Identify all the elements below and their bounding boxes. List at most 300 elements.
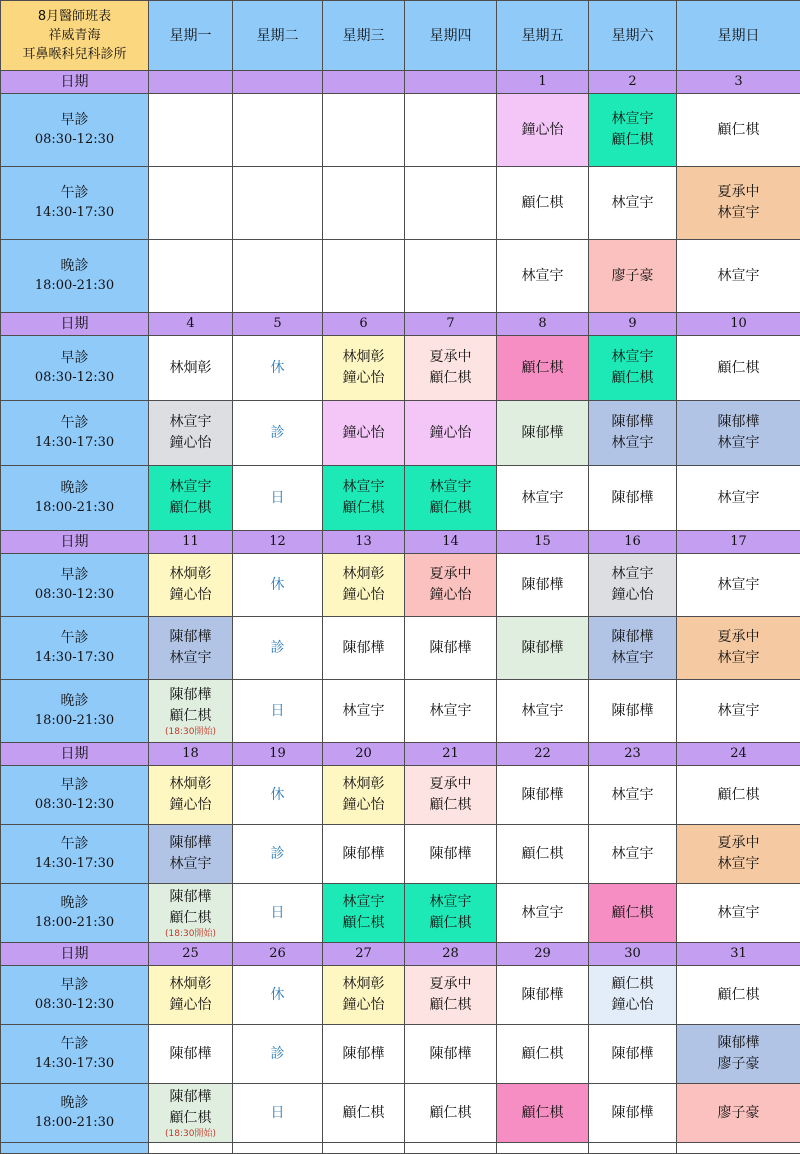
doctor-name: 顧仁棋 bbox=[677, 785, 800, 806]
doctor-cell bbox=[149, 466, 233, 531]
shift-name: 午診 bbox=[1, 1034, 148, 1054]
clinic-closed-mark: 診 bbox=[233, 1025, 323, 1084]
shift-label-morning bbox=[1, 766, 149, 825]
doctor-name: 鐘心怡 bbox=[149, 795, 232, 816]
doctor-name: 顧仁棋 bbox=[405, 913, 496, 934]
shift-row-morning bbox=[1, 966, 800, 1025]
shift-label-morning bbox=[1, 336, 149, 401]
doctor-name: 鐘心怡 bbox=[323, 995, 404, 1016]
shift-name: 早診 bbox=[1, 775, 148, 795]
shift-row-afternoon bbox=[1, 167, 800, 240]
doctor-cell bbox=[589, 1084, 677, 1143]
clinic-closed-mark: 診 bbox=[233, 617, 323, 680]
doctor-name: 顧仁棋 bbox=[323, 1103, 404, 1124]
doctor-name: 林炯彰 bbox=[149, 774, 232, 795]
date-friday: 8 bbox=[497, 313, 589, 336]
start-time-note: (18:30開始) bbox=[149, 929, 232, 940]
doctor-cell bbox=[589, 167, 677, 240]
doctor-name: 顧仁棋 bbox=[589, 903, 676, 924]
weekday-saturday: 星期六 bbox=[589, 1, 677, 71]
doctor-cell bbox=[497, 825, 589, 884]
shift-time: 18:00-21:30 bbox=[1, 913, 148, 933]
date-saturday: 2 bbox=[589, 71, 677, 94]
doctor-name: 林宣宇 bbox=[677, 433, 800, 454]
shift-row-morning bbox=[1, 336, 800, 401]
doctor-name: 夏承中 bbox=[677, 833, 800, 854]
doctor-cell bbox=[405, 825, 497, 884]
doctor-name: 顧仁棋 bbox=[589, 130, 676, 151]
doctor-cell bbox=[589, 240, 677, 313]
empty-cell bbox=[677, 1143, 800, 1154]
doctor-name: 顧仁棋 bbox=[149, 1108, 232, 1129]
date-label: 日期 bbox=[1, 943, 149, 966]
doctor-name: 顧仁棋 bbox=[497, 193, 588, 214]
weekday-sunday: 星期日 bbox=[677, 1, 800, 71]
date-wednesday: 20 bbox=[323, 743, 405, 766]
doctor-cell bbox=[405, 680, 497, 743]
doctor-cell bbox=[323, 401, 405, 466]
doctor-cell bbox=[323, 466, 405, 531]
doctor-name: 林宣宇 bbox=[589, 193, 676, 214]
doctor-cell bbox=[677, 966, 800, 1025]
shift-time: 18:00-21:30 bbox=[1, 498, 148, 518]
date-monday: 11 bbox=[149, 531, 233, 554]
shift-row-evening bbox=[1, 466, 800, 531]
schedule-title bbox=[1, 1, 149, 71]
empty-cell bbox=[323, 1143, 405, 1154]
shift-label-evening bbox=[1, 680, 149, 743]
doctor-name: 陳郁樺 bbox=[149, 1044, 232, 1065]
doctor-name: 陳郁樺 bbox=[149, 685, 232, 706]
doctor-name: 林宣宇 bbox=[677, 648, 800, 669]
date-monday bbox=[149, 71, 233, 94]
shift-row-afternoon bbox=[1, 617, 800, 680]
doctor-name: 林宣宇 bbox=[497, 266, 588, 287]
shift-time: 14:30-17:30 bbox=[1, 203, 148, 223]
doctor-name: 顧仁棋 bbox=[677, 985, 800, 1006]
clinic-closed-mark: 日 bbox=[233, 884, 323, 943]
doctor-name: 林宣宇 bbox=[497, 701, 588, 722]
clinic-closed-mark: 日 bbox=[233, 466, 323, 531]
doctor-cell bbox=[149, 554, 233, 617]
date-sunday: 31 bbox=[677, 943, 800, 966]
doctor-name: 夏承中 bbox=[405, 564, 496, 585]
date-row bbox=[1, 743, 800, 766]
doctor-name: 陳郁樺 bbox=[497, 638, 588, 659]
doctor-name: 顧仁棋 bbox=[405, 795, 496, 816]
doctor-name: 廖子豪 bbox=[589, 266, 676, 287]
doctor-name: 林炯彰 bbox=[323, 347, 404, 368]
doctor-cell bbox=[323, 825, 405, 884]
doctor-name: 顧仁棋 bbox=[149, 498, 232, 519]
shift-label-afternoon bbox=[1, 825, 149, 884]
schedule-body bbox=[1, 1, 800, 1154]
empty-cell bbox=[589, 1143, 677, 1154]
doctor-cell bbox=[497, 617, 589, 680]
weekday-monday: 星期一 bbox=[149, 1, 233, 71]
doctor-name: 林炯彰 bbox=[149, 974, 232, 995]
shift-time: 08:30-12:30 bbox=[1, 130, 148, 150]
date-monday: 4 bbox=[149, 313, 233, 336]
shift-name: 晚診 bbox=[1, 893, 148, 913]
shift-row-morning bbox=[1, 94, 800, 167]
shift-row-afternoon bbox=[1, 825, 800, 884]
doctor-name: 陳郁樺 bbox=[405, 1044, 496, 1065]
shift-time: 18:00-21:30 bbox=[1, 276, 148, 296]
next-row-edge bbox=[1, 1143, 800, 1154]
doctor-name: 林炯彰 bbox=[323, 774, 404, 795]
doctor-cell bbox=[405, 167, 497, 240]
doctor-name: 林宣宇 bbox=[677, 903, 800, 924]
doctor-cell bbox=[677, 336, 800, 401]
doctor-cell bbox=[405, 766, 497, 825]
doctor-name: 陳郁樺 bbox=[323, 844, 404, 865]
clinic-closed-mark: 日 bbox=[233, 680, 323, 743]
doctor-cell bbox=[323, 167, 405, 240]
shift-name: 晚診 bbox=[1, 691, 148, 711]
clinic-closed-mark: 日 bbox=[233, 1084, 323, 1143]
shift-row-afternoon bbox=[1, 401, 800, 466]
doctor-cell bbox=[149, 1084, 233, 1143]
weekday-thursday: 星期四 bbox=[405, 1, 497, 71]
doctor-name: 陳郁樺 bbox=[677, 1033, 800, 1054]
doctor-cell bbox=[323, 240, 405, 313]
doctor-cell bbox=[497, 766, 589, 825]
doctor-cell bbox=[405, 94, 497, 167]
clinic-closed-mark: 休 bbox=[233, 966, 323, 1025]
doctor-cell bbox=[233, 240, 323, 313]
shift-label-morning bbox=[1, 94, 149, 167]
doctor-cell bbox=[149, 240, 233, 313]
doctor-name: 夏承中 bbox=[405, 974, 496, 995]
doctor-cell bbox=[677, 401, 800, 466]
date-friday: 15 bbox=[497, 531, 589, 554]
clinic-closed-mark: 休 bbox=[233, 554, 323, 617]
doctor-cell bbox=[677, 884, 800, 943]
doctor-name: 陳郁樺 bbox=[497, 575, 588, 596]
doctor-cell bbox=[589, 401, 677, 466]
doctor-cell bbox=[233, 167, 323, 240]
doctor-name: 顧仁棋 bbox=[497, 358, 588, 379]
date-label: 日期 bbox=[1, 743, 149, 766]
doctor-cell bbox=[677, 167, 800, 240]
doctor-cell bbox=[323, 617, 405, 680]
start-time-note: (18:30開始) bbox=[149, 1129, 232, 1140]
date-wednesday bbox=[323, 71, 405, 94]
shift-row-evening bbox=[1, 240, 800, 313]
doctor-name: 林宣宇 bbox=[405, 892, 496, 913]
shift-name: 午診 bbox=[1, 183, 148, 203]
doctor-cell bbox=[589, 1025, 677, 1084]
empty-cell bbox=[1, 1143, 149, 1154]
doctor-cell bbox=[405, 884, 497, 943]
empty-cell bbox=[233, 1143, 323, 1154]
date-tuesday: 5 bbox=[233, 313, 323, 336]
clinic-closed-mark: 休 bbox=[233, 336, 323, 401]
shift-time: 08:30-12:30 bbox=[1, 368, 148, 388]
date-thursday bbox=[405, 71, 497, 94]
doctor-cell bbox=[149, 884, 233, 943]
shift-time: 14:30-17:30 bbox=[1, 1054, 148, 1074]
date-saturday: 23 bbox=[589, 743, 677, 766]
empty-cell bbox=[497, 1143, 589, 1154]
shift-name: 午診 bbox=[1, 628, 148, 648]
doctor-name: 林宣宇 bbox=[677, 266, 800, 287]
doctor-name: 顧仁棋 bbox=[405, 498, 496, 519]
empty-cell bbox=[149, 1143, 233, 1154]
doctor-cell bbox=[233, 94, 323, 167]
doctor-name: 林宣宇 bbox=[677, 488, 800, 509]
doctor-cell bbox=[677, 766, 800, 825]
doctor-name: 鐘心怡 bbox=[323, 795, 404, 816]
doctor-cell bbox=[405, 1025, 497, 1084]
doctor-cell bbox=[589, 884, 677, 943]
doctor-cell bbox=[497, 966, 589, 1025]
shift-label-morning bbox=[1, 554, 149, 617]
date-thursday: 21 bbox=[405, 743, 497, 766]
weekday-friday: 星期五 bbox=[497, 1, 589, 71]
doctor-name: 夏承中 bbox=[677, 627, 800, 648]
doctor-name: 鐘心怡 bbox=[149, 995, 232, 1016]
doctor-cell bbox=[323, 1084, 405, 1143]
shift-time: 18:00-21:30 bbox=[1, 711, 148, 731]
doctor-name: 林宣宇 bbox=[677, 701, 800, 722]
shift-label-afternoon bbox=[1, 1025, 149, 1084]
doctor-name: 林宣宇 bbox=[589, 844, 676, 865]
doctor-cell bbox=[497, 167, 589, 240]
shift-label-evening bbox=[1, 884, 149, 943]
doctor-name: 陳郁樺 bbox=[323, 638, 404, 659]
shift-name: 晚診 bbox=[1, 1093, 148, 1113]
date-wednesday: 27 bbox=[323, 943, 405, 966]
doctor-cell bbox=[323, 680, 405, 743]
shift-time: 14:30-17:30 bbox=[1, 648, 148, 668]
doctor-cell bbox=[323, 336, 405, 401]
date-monday: 18 bbox=[149, 743, 233, 766]
date-sunday: 10 bbox=[677, 313, 800, 336]
doctor-name: 顧仁棋 bbox=[323, 498, 404, 519]
doctor-cell bbox=[497, 680, 589, 743]
doctor-name: 林宣宇 bbox=[677, 203, 800, 224]
doctor-name: 顧仁棋 bbox=[405, 368, 496, 389]
doctor-name: 林宣宇 bbox=[323, 701, 404, 722]
doctor-cell bbox=[497, 240, 589, 313]
doctor-cell bbox=[323, 554, 405, 617]
date-friday: 29 bbox=[497, 943, 589, 966]
doctor-cell bbox=[149, 94, 233, 167]
date-thursday: 7 bbox=[405, 313, 497, 336]
doctor-cell bbox=[405, 240, 497, 313]
shift-name: 晚診 bbox=[1, 256, 148, 276]
doctor-name: 顧仁棋 bbox=[149, 706, 232, 727]
doctor-cell bbox=[149, 1025, 233, 1084]
doctor-cell bbox=[677, 1084, 800, 1143]
doctor-name: 陳郁樺 bbox=[589, 701, 676, 722]
doctor-cell bbox=[677, 1025, 800, 1084]
shift-time: 14:30-17:30 bbox=[1, 433, 148, 453]
doctor-name: 陳郁樺 bbox=[677, 412, 800, 433]
doctor-cell bbox=[589, 766, 677, 825]
shift-time: 08:30-12:30 bbox=[1, 585, 148, 605]
doctor-name: 鐘心怡 bbox=[589, 995, 676, 1016]
doctor-cell bbox=[677, 617, 800, 680]
doctor-name: 顧仁棋 bbox=[589, 368, 676, 389]
doctor-name: 陳郁樺 bbox=[589, 412, 676, 433]
date-saturday: 30 bbox=[589, 943, 677, 966]
doctor-name: 林宣宇 bbox=[497, 903, 588, 924]
doctor-cell bbox=[497, 94, 589, 167]
doctor-cell bbox=[149, 617, 233, 680]
doctor-name: 林宣宇 bbox=[589, 564, 676, 585]
doctor-name: 陳郁樺 bbox=[589, 627, 676, 648]
doctor-cell bbox=[589, 94, 677, 167]
title-line-month: 8月醫師班表 bbox=[1, 7, 148, 26]
doctor-name: 顧仁棋 bbox=[149, 908, 232, 929]
doctor-cell bbox=[497, 1084, 589, 1143]
shift-time: 18:00-21:30 bbox=[1, 1113, 148, 1133]
doctor-name: 林宣宇 bbox=[405, 477, 496, 498]
doctor-name: 鐘心怡 bbox=[497, 120, 588, 141]
date-wednesday: 6 bbox=[323, 313, 405, 336]
start-time-note: (18:30開始) bbox=[149, 727, 232, 738]
doctor-cell bbox=[589, 617, 677, 680]
shift-label-morning bbox=[1, 966, 149, 1025]
doctor-name: 林炯彰 bbox=[149, 358, 232, 379]
shift-label-afternoon bbox=[1, 617, 149, 680]
doctor-cell bbox=[323, 1025, 405, 1084]
doctor-cell bbox=[405, 966, 497, 1025]
doctor-name: 顧仁棋 bbox=[405, 1103, 496, 1124]
shift-row-morning bbox=[1, 766, 800, 825]
doctor-name: 林宣宇 bbox=[677, 854, 800, 875]
date-thursday: 28 bbox=[405, 943, 497, 966]
date-label: 日期 bbox=[1, 313, 149, 336]
doctor-name: 夏承中 bbox=[405, 774, 496, 795]
shift-time: 14:30-17:30 bbox=[1, 854, 148, 874]
doctor-name: 林宣宇 bbox=[497, 488, 588, 509]
doctor-cell bbox=[497, 401, 589, 466]
shift-label-afternoon bbox=[1, 401, 149, 466]
date-tuesday: 19 bbox=[233, 743, 323, 766]
date-sunday: 17 bbox=[677, 531, 800, 554]
doctor-name: 鐘心怡 bbox=[149, 433, 232, 454]
doctor-cell bbox=[405, 1084, 497, 1143]
doctor-name: 顧仁棋 bbox=[323, 913, 404, 934]
doctor-cell bbox=[497, 466, 589, 531]
doctor-cell bbox=[405, 466, 497, 531]
doctor-cell bbox=[405, 401, 497, 466]
doctor-cell bbox=[497, 1025, 589, 1084]
doctor-cell bbox=[323, 884, 405, 943]
shift-name: 早診 bbox=[1, 348, 148, 368]
doctor-name: 林宣宇 bbox=[589, 433, 676, 454]
shift-time: 08:30-12:30 bbox=[1, 795, 148, 815]
weekday-tuesday: 星期二 bbox=[233, 1, 323, 71]
doctor-name: 陳郁樺 bbox=[405, 844, 496, 865]
doctor-cell bbox=[677, 94, 800, 167]
date-tuesday: 26 bbox=[233, 943, 323, 966]
doctor-name: 林炯彰 bbox=[323, 564, 404, 585]
doctor-name: 林宣宇 bbox=[589, 648, 676, 669]
date-label: 日期 bbox=[1, 531, 149, 554]
doctor-name: 林宣宇 bbox=[405, 701, 496, 722]
date-saturday: 9 bbox=[589, 313, 677, 336]
doctor-cell bbox=[405, 336, 497, 401]
shift-name: 早診 bbox=[1, 975, 148, 995]
date-thursday: 14 bbox=[405, 531, 497, 554]
doctor-cell bbox=[323, 766, 405, 825]
doctor-cell bbox=[149, 825, 233, 884]
doctor-name: 林宣宇 bbox=[149, 412, 232, 433]
doctor-name: 林炯彰 bbox=[323, 974, 404, 995]
weekday-header-row bbox=[1, 1, 800, 71]
date-sunday: 24 bbox=[677, 743, 800, 766]
doctor-cell bbox=[677, 466, 800, 531]
doctor-name: 陳郁樺 bbox=[149, 833, 232, 854]
shift-row-evening bbox=[1, 1084, 800, 1143]
doctor-cell bbox=[405, 617, 497, 680]
shift-name: 午診 bbox=[1, 413, 148, 433]
doctor-cell bbox=[589, 966, 677, 1025]
doctor-cell bbox=[149, 966, 233, 1025]
doctor-name: 陳郁樺 bbox=[405, 638, 496, 659]
date-row bbox=[1, 313, 800, 336]
doctor-name: 林宣宇 bbox=[149, 477, 232, 498]
doctor-cell bbox=[677, 680, 800, 743]
doctor-name: 陳郁樺 bbox=[149, 887, 232, 908]
date-row bbox=[1, 531, 800, 554]
doctor-cell bbox=[149, 766, 233, 825]
doctor-cell bbox=[323, 94, 405, 167]
title-line-clinic: 耳鼻喉科兒科診所 bbox=[1, 45, 148, 64]
doctor-cell bbox=[497, 336, 589, 401]
doctor-name: 陳郁樺 bbox=[497, 423, 588, 444]
shift-label-evening bbox=[1, 240, 149, 313]
doctor-name: 顧仁棋 bbox=[497, 1044, 588, 1065]
doctor-name: 林宣宇 bbox=[149, 854, 232, 875]
doctor-name: 顧仁棋 bbox=[497, 1103, 588, 1124]
doctor-name: 林宣宇 bbox=[323, 892, 404, 913]
doctor-name: 陳郁樺 bbox=[589, 1103, 676, 1124]
shift-row-evening bbox=[1, 884, 800, 943]
title-line-branch: 祥威青海 bbox=[1, 26, 148, 45]
shift-row-afternoon bbox=[1, 1025, 800, 1084]
doctor-name: 鐘心怡 bbox=[589, 585, 676, 606]
doctor-name: 林宣宇 bbox=[323, 477, 404, 498]
doctor-name: 陳郁樺 bbox=[497, 785, 588, 806]
shift-name: 午診 bbox=[1, 834, 148, 854]
doctor-name: 顧仁棋 bbox=[589, 974, 676, 995]
shift-label-afternoon bbox=[1, 167, 149, 240]
doctor-name: 陳郁樺 bbox=[497, 985, 588, 1006]
date-monday: 25 bbox=[149, 943, 233, 966]
shift-row-evening bbox=[1, 680, 800, 743]
doctor-cell bbox=[589, 554, 677, 617]
doctor-name: 鐘心怡 bbox=[405, 423, 496, 444]
doctor-name: 林宣宇 bbox=[149, 648, 232, 669]
doctor-cell bbox=[677, 240, 800, 313]
doctor-name: 鐘心怡 bbox=[405, 585, 496, 606]
shift-name: 晚診 bbox=[1, 478, 148, 498]
doctor-name: 顧仁棋 bbox=[405, 995, 496, 1016]
doctor-cell bbox=[149, 401, 233, 466]
doctor-name: 鐘心怡 bbox=[149, 585, 232, 606]
doctor-cell bbox=[149, 167, 233, 240]
date-tuesday: 12 bbox=[233, 531, 323, 554]
clinic-closed-mark: 休 bbox=[233, 766, 323, 825]
shift-label-evening bbox=[1, 1084, 149, 1143]
date-label: 日期 bbox=[1, 71, 149, 94]
